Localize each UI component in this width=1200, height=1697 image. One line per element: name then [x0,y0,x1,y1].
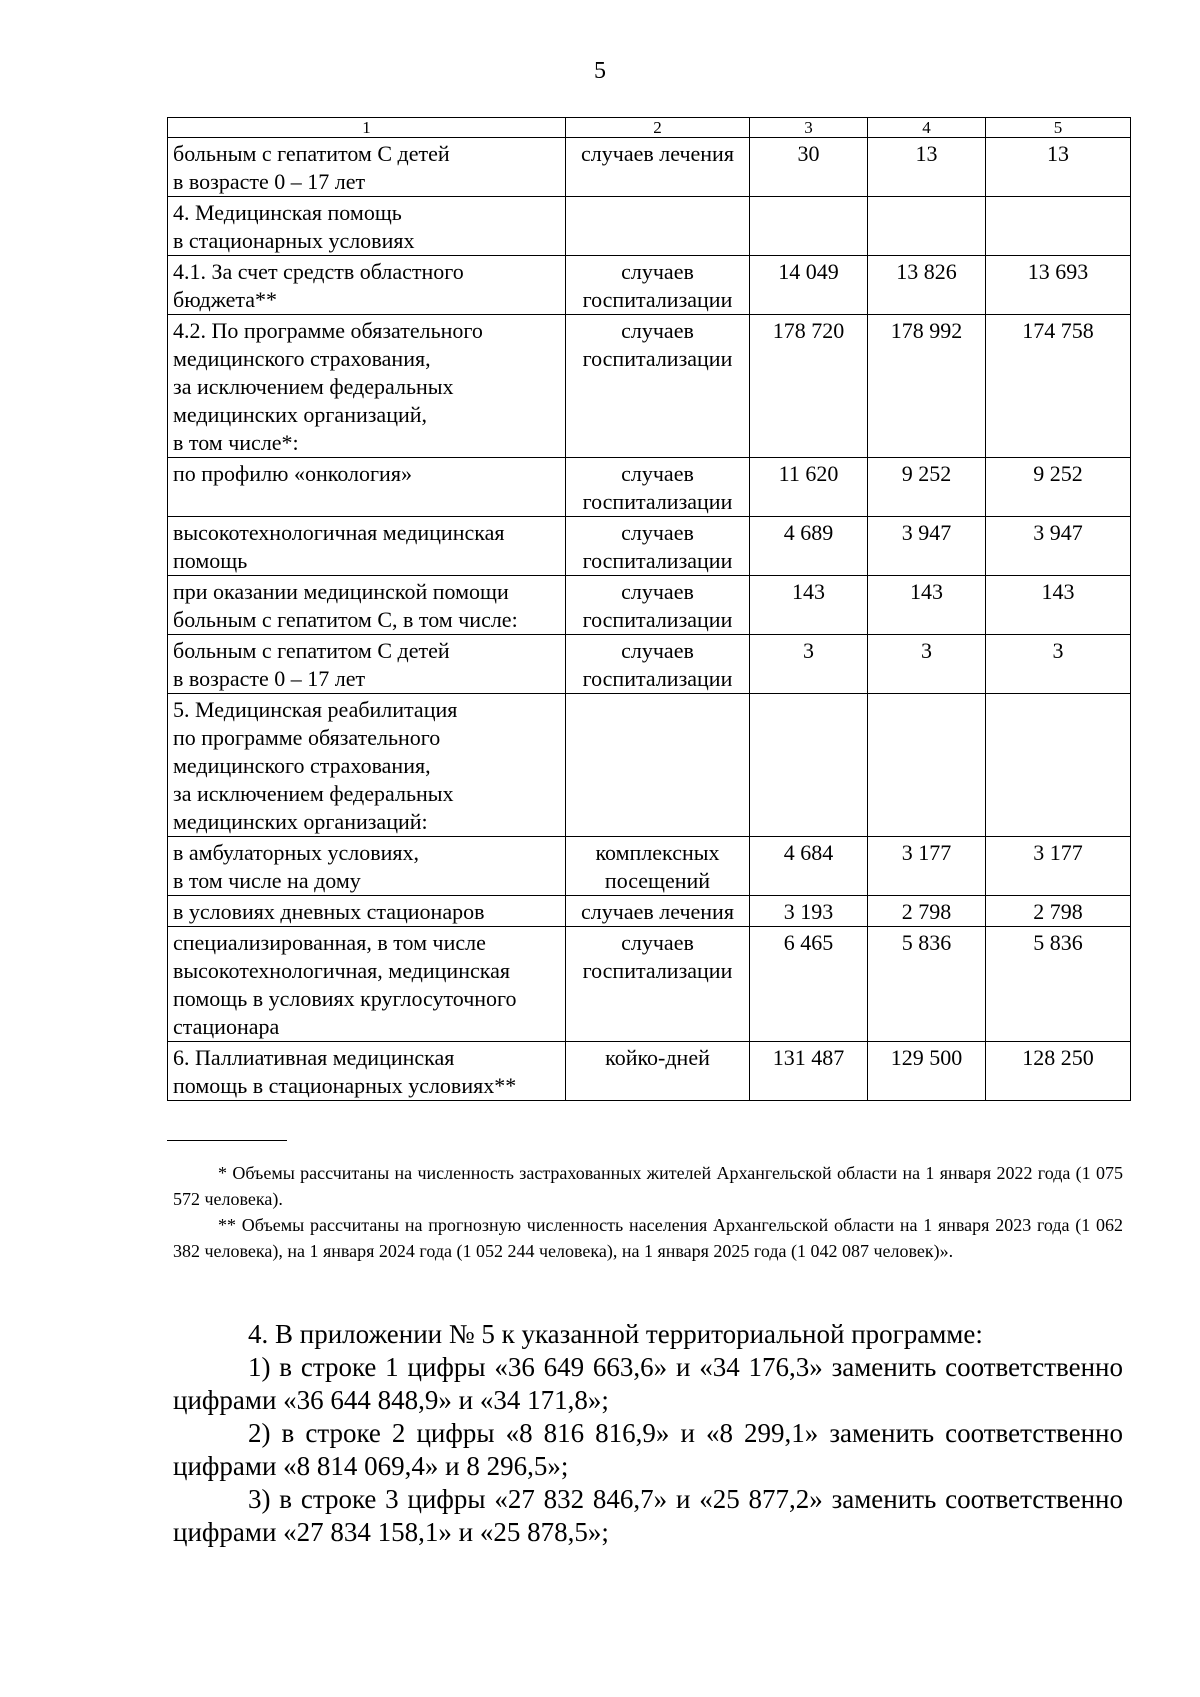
table-row [168,896,1131,927]
table-cell [986,197,1131,256]
table-cell: 4 689 [750,517,868,576]
table-row [168,635,1131,694]
table-cell: комплексных посещений [566,837,750,896]
table-row [168,576,1131,635]
table-cell: больным с гепатитом С детей в возрасте 0 – 17 лет [168,138,566,197]
header-cell: 3 [750,118,868,138]
table-cell: больным с гепатитом С детей в возрасте 0 – 17 лет [168,635,566,694]
footnote-2: ** Объемы рассчитаны на прогнозную численность населения Архангельской области на 1 января 2023 года (1 062 382 человека), на 1 января 2024 года (1 052 244 человека), на 1 января 2025 года (1 042 087 человек)». [173,1215,1123,1261]
table-cell: 131 487 [750,1042,868,1101]
table-cell: 3 177 [986,837,1131,896]
table-cell: койко-дней [566,1042,750,1101]
footnote-1: * Объемы рассчитаны на численность застрахованных жителей Архангельской области на 1 января 2022 года (1 075 572 человека). [173,1163,1123,1209]
table-row [168,256,1131,315]
table-row [168,197,1131,256]
table-cell: случаев лечения [566,896,750,927]
table-cell: случаев госпитализации [566,315,750,458]
paragraph-4-1: 1) в строке 1 цифры «36 649 663,6» и «34 176,3» заменить соответственно цифрами «36 644 848,9» и «34 171,8»; [173,1352,1123,1415]
table-row [168,315,1131,458]
table-cell: случаев госпитализации [566,635,750,694]
table-cell: 9 252 [868,458,986,517]
table-row [168,458,1131,517]
table-cell: высокотехнологичная медицинская помощь [168,517,566,576]
table-cell [750,694,868,837]
header-cell: 5 [986,118,1131,138]
table-cell [566,197,750,256]
table-cell: 3 193 [750,896,868,927]
table-cell: 4. Медицинская помощь в стационарных условиях [168,197,566,256]
table-row [168,694,1131,837]
table-cell: 128 250 [986,1042,1131,1101]
table-cell: 6 465 [750,927,868,1042]
table-cell: 143 [986,576,1131,635]
table-cell: 5. Медицинская реабилитация по программе обязательного медицинского страхования, за исключением федеральных медицинских организаций: [168,694,566,837]
table-cell: 5 836 [868,927,986,1042]
table-cell: 174 758 [986,315,1131,458]
table-cell: 3 947 [868,517,986,576]
table-cell: в условиях дневных стационаров [168,896,566,927]
table-row [168,837,1131,896]
table-cell: случаев госпитализации [566,458,750,517]
table-cell: 13 826 [868,256,986,315]
page-number: 5 [594,58,606,84]
table-cell: случаев госпитализации [566,927,750,1042]
table-cell: 3 [986,635,1131,694]
table-cell: 3 177 [868,837,986,896]
table-cell: при оказании медицинской помощи больным с гепатитом С, в том числе: [168,576,566,635]
table-cell: случаев лечения [566,138,750,197]
table-cell: в амбулаторных условиях, в том числе на дому [168,837,566,896]
table-cell: 11 620 [750,458,868,517]
header-cell: 2 [566,118,750,138]
table-cell: 13 [868,138,986,197]
table-cell [868,197,986,256]
table-cell: 4.1. За счет средств областного бюджета** [168,256,566,315]
table-cell: 14 049 [750,256,868,315]
paragraph-4-3: 3) в строке 3 цифры «27 832 846,7» и «25 877,2» заменить соответственно цифрами «27 834 158,1» и «25 878,5»; [173,1484,1123,1547]
table-cell: 3 947 [986,517,1131,576]
table-row [168,1042,1131,1101]
body-text [173,1318,1123,1549]
table-cell: случаев госпитализации [566,576,750,635]
table-cell [566,694,750,837]
volumes-table [167,117,1131,1101]
table-cell: 2 798 [986,896,1131,927]
table-cell [750,197,868,256]
table-cell: 6. Паллиативная медицинская помощь в стационарных условиях** [168,1042,566,1101]
table-cell: 143 [868,576,986,635]
table-cell: 4 684 [750,837,868,896]
paragraph-4: 4. В приложении № 5 к указанной территориальной программе: [248,1319,983,1349]
table-cell: 129 500 [868,1042,986,1101]
table-cell: 9 252 [986,458,1131,517]
footnotes [173,1160,1123,1264]
footnote-separator [167,1140,287,1141]
table-row [168,927,1131,1042]
table-cell: 3 [868,635,986,694]
table-cell: случаев госпитализации [566,256,750,315]
header-cell: 4 [868,118,986,138]
table-cell: 2 798 [868,896,986,927]
table-cell: 3 [750,635,868,694]
table-cell [986,694,1131,837]
table-cell: специализированная, в том числе высокотехнологичная, медицинская помощь в условиях круглосуточного стационара [168,927,566,1042]
table-cell: 4.2. По программе обязательного медицинского страхования, за исключением федеральных медицинских организаций, в том числе*: [168,315,566,458]
table-cell: случаев госпитализации [566,517,750,576]
header-cell: 1 [168,118,566,138]
table-cell: 178 720 [750,315,868,458]
table-cell: 30 [750,138,868,197]
table-row [168,517,1131,576]
table-cell [868,694,986,837]
table-cell: 143 [750,576,868,635]
table-cell: 13 693 [986,256,1131,315]
table-row [168,138,1131,197]
table-cell: по профилю «онкология» [168,458,566,517]
table-header-row [168,118,1131,138]
paragraph-4-2: 2) в строке 2 цифры «8 816 816,9» и «8 299,1» заменить соответственно цифрами «8 814 069,4» и 8 296,5»; [173,1418,1123,1481]
table-cell: 5 836 [986,927,1131,1042]
table-cell: 13 [986,138,1131,197]
table-cell: 178 992 [868,315,986,458]
